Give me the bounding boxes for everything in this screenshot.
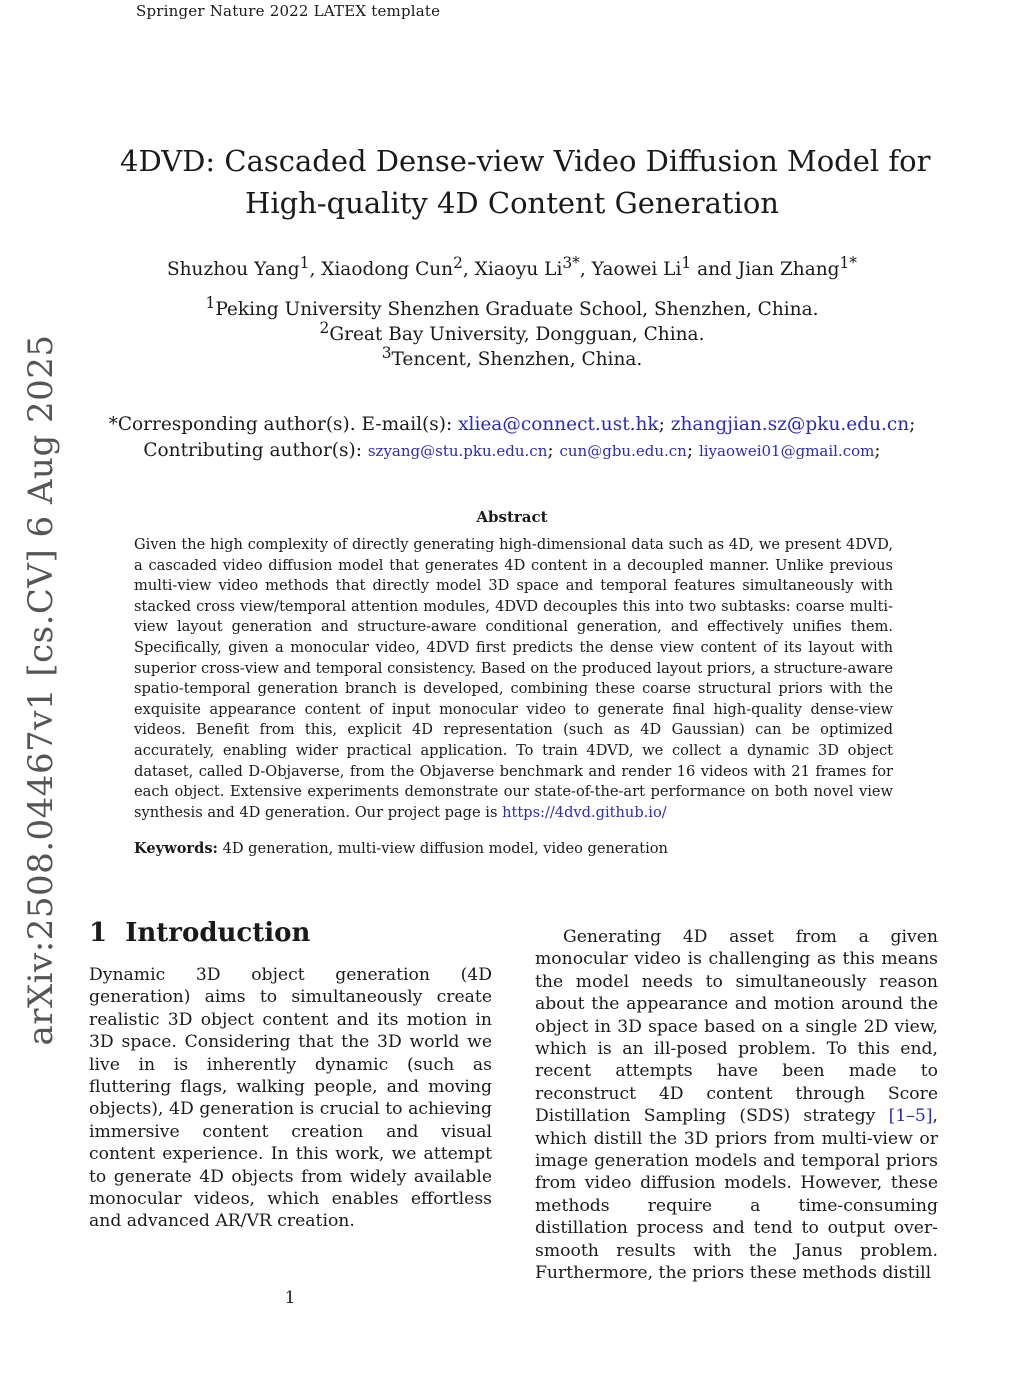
author-affil-mark: 2 [453,254,463,272]
email-link[interactable]: cun@gbu.edu.cn [559,442,687,460]
corresponding-label: *Corresponding author(s). E-mail(s): [108,414,453,435]
intro-right-column [535,926,938,1285]
project-page-link[interactable]: https://4dvd.github.io/ [502,803,667,821]
keywords [134,840,668,857]
affiliation-mark: 3 [381,344,392,362]
abstract-text: Given the high complexity of directly generating high-dimensional data such as 4D, we present 4DVD, a cascaded video diffusion model that generates 4D content in a decoupled manner. Unlike previous multi-view video methods that directly model 3D space and temporal features simultaneously with stacked cross view/temporal attention modules, 4DVD decouples this into two subtasks: coarse multi-view layout generation and structure-aware conditional generation, and effectively unifies them. Specifically, given a monocular video, 4DVD first predicts the dense view content of its layout with superior cross-view and temporal consistency. Based on the produced layout priors, a structure-aware spatio-temporal generation branch is developed, combining these coarse structural priors with the exquisite appearance content of input monocular video to generate final high-quality dense-view videos. Benefit from this, explicit 4D representation (such as 4D Gaussian) can be optimized accurately, enabling wider practical application. To train 4DVD, we collect a dynamic 3D object dataset, called D-Objaverse, from the Objaverse benchmark and render 16 videos with 21 frames for each object. Extensive experiments demonstrate our state-of-the-art performance on both novel view synthesis and 4D generation. Our project page is [134,536,893,821]
section-number: 1 [89,918,108,948]
email-link[interactable]: liyaowei01@gmail.com [698,442,875,460]
corresponding-authors: *Corresponding author(s). E-mail(s): xliea@connect.ust.hk; zhangjian.sz@pku.edu.cn; [108,414,916,435]
author-name: Xiaoyu Li [474,259,563,281]
email-link[interactable]: zhangjian.sz@pku.edu.cn [670,414,910,435]
affiliation-1 [120,294,904,320]
paragraph-text: Generating 4D asset from a given monocular video is challenging as this means the model needs to simultaneously reason about the appearance and motion around the object in 3D space based on a single 2D view, which is an ill-posed problem. To this end, recent attempts have been made to reconstruct 4D content through Score Distillation Sampling (SDS) strategy [535,927,938,1127]
paragraph-text: , which distill the 3D priors from multi-view or image generation models and temporal priors from video diffusion models. However, these methods require a time-consuming distillation process and tend to output over-smooth results with the Janus problem. Furthermore, the priors these methods distill [535,1106,939,1284]
section-heading [89,918,310,948]
author-affil-mark: 1 [681,254,692,272]
title-line-2: High-quality 4D Content Generation [245,186,779,220]
affiliation-3 [120,344,904,370]
section-title: Introduction [125,918,311,948]
author-affil-mark: 3* [562,254,580,272]
contributing-authors: Contributing author(s): szyang@stu.pku.edu.cn; cun@gbu.edu.cn; liyaowei01@gmail.com; [143,440,881,461]
abstract-body [134,535,893,823]
affiliation-mark: 2 [319,319,330,337]
author-conjunction: and [697,259,732,281]
intro-left-column: Dynamic 3D object generation (4D generation) aims to simultaneously create realistic 3D object content and its motion in 3D space. Considering that the 3D world we live in is inherently dynamic (such as fluttering flags, walking people, and moving objects), 4D generation is crucial to achieving immersive content creation and visual content experience. In this work, we attempt to generate 4D objects from widely available monocular videos, which enables effortless and advanced AR/VR creation. [89,965,492,1232]
email-link[interactable]: xliea@connect.ust.hk [458,414,659,435]
affiliation-text: Great Bay University, Dongguan, China. [329,324,705,346]
contributing-label: Contributing author(s): [143,440,362,461]
arxiv-identifier: arXiv:2508.04467v1 [cs.CV] 6 Aug 2025 [21,334,61,1046]
author-affil-mark: 1* [839,254,858,272]
affiliation-2 [120,319,904,345]
abstract-heading: Abstract [476,508,548,526]
email-link[interactable]: szyang@stu.pku.edu.cn [367,442,548,460]
author-list: Shuzhou Yang$^1$, Xiaodong Cun$^2$, Xiaoyu $Li^{3*}$, Yaowei Li$^1$ and Jian Zhang$^{1*}$ [166,254,858,281]
affiliation-mark: 1 [205,294,216,312]
running-header: Springer Nature 2022 LATEX template [136,2,441,20]
author-name: Xiaodong Cun [321,259,454,281]
author-name: Shuzhou Yang [166,259,300,281]
author-affil-mark: 1 [299,254,310,272]
citation-link[interactable]: [1–5] [888,1106,933,1127]
affiliation-text: Tencent, Shenzhen, China. [391,349,643,371]
paper-title [120,140,931,224]
affiliation-text: Peking University Shenzhen Graduate School, Shenzhen, China. [215,299,819,321]
title-line-1: 4DVD: Cascaded Dense-view Video Diffusion Model for [120,144,931,178]
keywords-text: 4D generation, multi-view diffusion model, video generation [222,840,668,857]
author-name: Yaowei Li [591,259,682,281]
page-number: 1 [284,1288,296,1308]
author-name: Jian Zhang [737,259,840,281]
keywords-label: Keywords: [134,840,218,857]
